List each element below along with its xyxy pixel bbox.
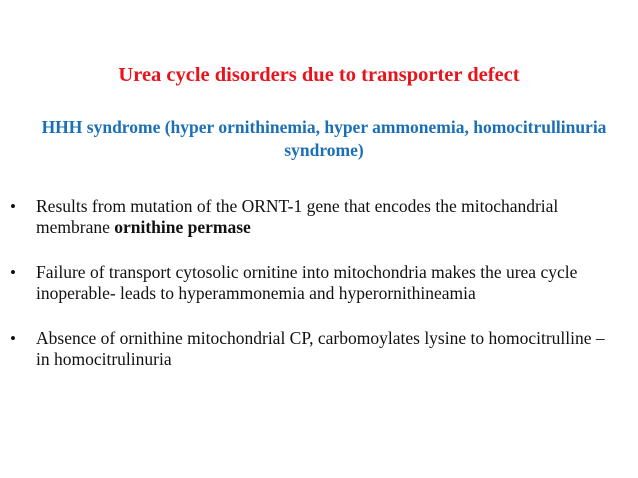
bullet-dot-icon: • — [10, 329, 16, 348]
bullet-bold-text: ornithine permase — [114, 217, 251, 237]
bullet-list — [8, 196, 608, 370]
bullet-text: Absence of ornithine mitochondrial CP, carbomoylates lysine to homocitrulline –in homocitrulinuria — [36, 328, 605, 369]
bullet-item — [8, 262, 608, 304]
bullet-dot-icon: • — [10, 197, 16, 216]
slide-subtitle: HHH syndrome (hyper ornithinemia, hyper ammonemia, homocitrullinuria syndrome) — [41, 117, 607, 160]
bullet-text: Failure of transport cytosolic ornitine into mitochondria makes the urea cycle inoperable- leads to hyperammonemia and hyperornithineamia — [36, 262, 578, 303]
bullet-item — [8, 196, 608, 238]
slide-title: Urea cycle disorders due to transporter defect — [118, 64, 520, 86]
bullet-item — [8, 328, 608, 370]
bullet-text: Results from mutation of the ORNT-1 gene that encodes the mitochandrial membrane — [36, 196, 559, 237]
bullet-dot-icon: • — [10, 263, 16, 282]
